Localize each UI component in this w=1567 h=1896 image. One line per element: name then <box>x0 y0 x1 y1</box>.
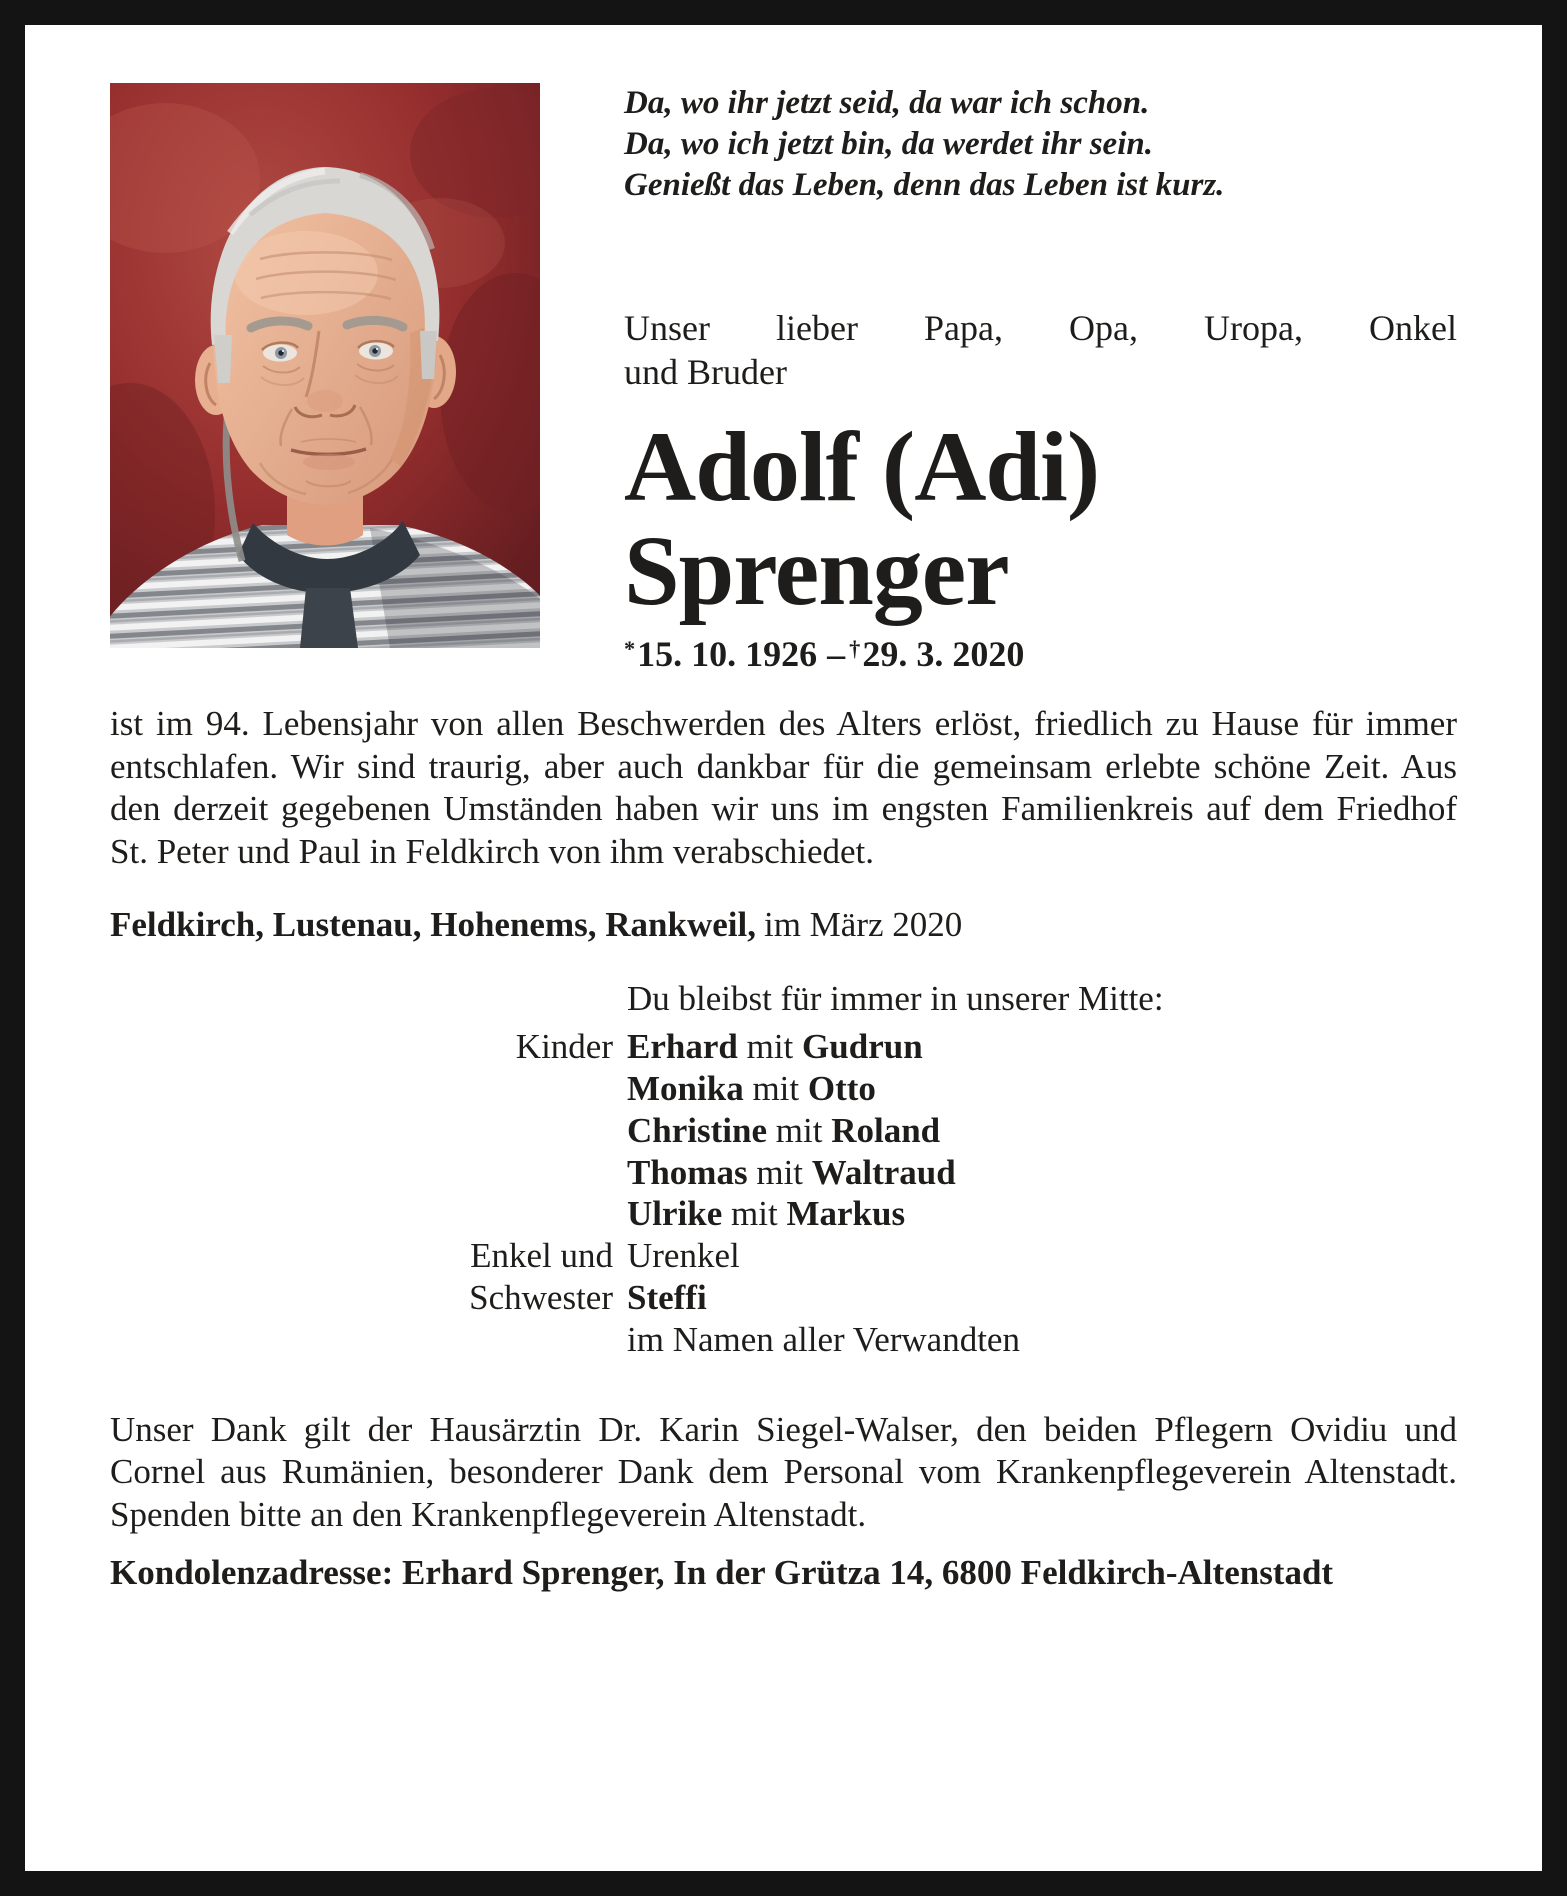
family-names: Urenkel <box>627 1236 740 1276</box>
family-list <box>110 978 1457 1360</box>
family-row-closing <box>110 1319 1457 1361</box>
deceased-name-line-1: Adolf (Adi) <box>624 410 1100 522</box>
condolence-address: Kondolenzadresse: Erhard Sprenger, In der Grütza 14, 6800 Feldkirch-Altenstadt <box>110 1552 1334 1592</box>
family-row-children-4 <box>110 1152 1457 1194</box>
epitaph <box>624 83 1457 206</box>
family-role-label <box>110 1070 627 1108</box>
family-names: Steffi <box>627 1277 707 1317</box>
deceased-name-line-2: Sprenger <box>624 514 1009 626</box>
death-date: 29. 3. 2020 <box>862 633 1025 674</box>
portrait-photo-image <box>110 83 540 648</box>
family-role-label: Kinder <box>515 1027 613 1067</box>
family-row-children-1 <box>110 1026 1457 1068</box>
birth-symbol: * <box>624 635 636 661</box>
epitaph-line-3: Genießt das Leben, denn das Leben ist kurz. <box>624 166 1225 203</box>
epitaph-line-1: Da, wo ihr jetzt seid, da war ich schon. <box>624 85 1150 121</box>
family-role-label: Schwester <box>469 1277 613 1317</box>
family-names: Monika mit Otto <box>627 1069 876 1108</box>
family-heading-row <box>110 978 1457 1020</box>
obituary-paragraph: ist im 94. Lebensjahr von allen Beschwerden des Alters erlöst, friedlich zu Hause für immer entschlafen. Wir sind traurig, aber auch dankbar für die gemeinsam erlebte schöne Zeit. Aus den derzeit gegebenen Umständen haben wir uns im engsten Familienkreis auf dem Friedhof St. Peter und Paul in Feldkirch von ihm verabschiedet. <box>110 703 1457 872</box>
family-row-children-2 <box>110 1068 1457 1110</box>
places-date: im März 2020 <box>763 904 963 944</box>
family-role-label <box>110 1112 627 1150</box>
family-row-sister <box>110 1277 1457 1319</box>
family-row-grandchildren <box>110 1235 1457 1277</box>
family-role-label <box>110 980 627 1018</box>
death-symbol: † <box>849 635 861 661</box>
places-cities: Feldkirch, Lustenau, Hohenems, Rankweil, <box>110 904 756 944</box>
family-role-label <box>110 1154 627 1192</box>
family-heading: Du bleibst für immer in unserer Mitte: <box>627 979 1164 1019</box>
dates-dash: – <box>827 633 846 674</box>
family-row-children-5 <box>110 1193 1457 1235</box>
family-names: Erhard mit Gudrun <box>627 1027 923 1067</box>
portrait-photo <box>110 83 540 648</box>
thanks-paragraph: Unser Dank gilt der Hausärztin Dr. Karin Siegel-Walser, den beiden Pflegern Ovidiu und Cornel aus Rumänien, besonderer Dank dem Personal vom Krankenpflegeverein Altenstadt. Spenden bitte an den Krankenpflegeverein Altenstadt. <box>110 1409 1457 1534</box>
salutation-line-2: und Bruder <box>624 352 787 393</box>
family-role-label <box>110 1321 627 1359</box>
life-dates <box>624 633 1457 675</box>
content-area <box>25 25 1542 1593</box>
epitaph-line-2: Da, wo ich jetzt bin, da werdet ihr sein. <box>624 125 1153 162</box>
family-row-children-3 <box>110 1110 1457 1152</box>
family-names: Christine mit Roland <box>627 1110 941 1150</box>
header-text-column <box>624 83 1457 675</box>
places-line <box>110 904 1457 947</box>
family-role-label: Enkel und <box>470 1236 613 1276</box>
family-names: Thomas mit Waltraud <box>627 1152 956 1192</box>
family-closing: im Namen aller Verwandten <box>627 1319 1020 1359</box>
birth-date: 15. 10. 1926 <box>637 633 818 674</box>
salutation-line-1: Unser lieber Papa, Opa, Uropa, Onkel <box>624 307 1457 348</box>
salutation <box>624 306 1457 395</box>
family-role-label <box>110 1195 627 1233</box>
header-section <box>110 83 1457 675</box>
family-names: Ulrike mit Markus <box>627 1194 906 1234</box>
deceased-name <box>624 410 1457 626</box>
